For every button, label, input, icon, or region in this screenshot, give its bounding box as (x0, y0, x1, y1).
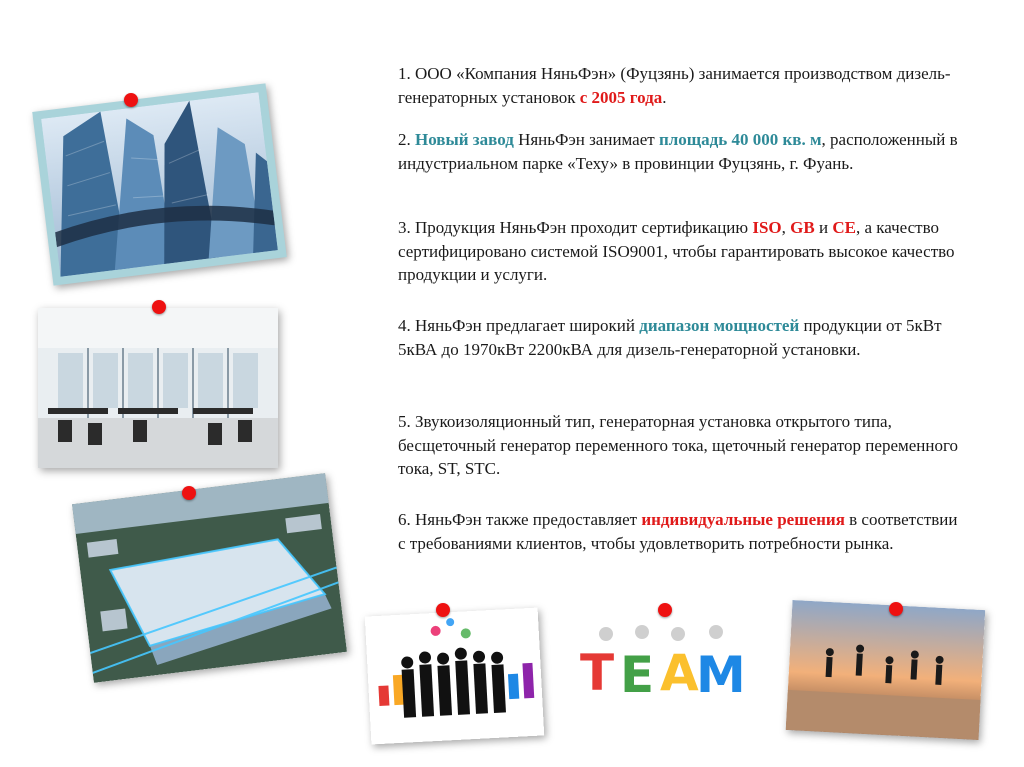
highlight-text: GB (790, 218, 815, 237)
paragraph-text: продукции от 5кВт 5кВА до 1970кВт 2200кВА для дизель-генераторной установки. (398, 316, 942, 359)
paragraph-text: 5. Звукоизоляционный тип, генераторная установка открытого типа, бесщеточный генератор переменного тока, щеточный генератор переменного тока, ST, STC. (398, 412, 959, 478)
pin-icon (889, 602, 903, 616)
paragraph-6 (398, 508, 968, 555)
pin-icon (182, 486, 196, 500)
paragraph-3 (398, 216, 968, 287)
paragraph-2 (398, 128, 968, 175)
paragraph-text: 3. Продукция НяньФэн проходит сертификацию (398, 218, 753, 237)
factory-aerial-photo (72, 473, 347, 683)
pin-icon (436, 603, 450, 617)
team-letter: A (660, 644, 699, 702)
team-letter: E (620, 646, 655, 704)
team-letter: T (580, 644, 615, 702)
highlight-text: с 2005 года (579, 87, 663, 107)
office-photo (38, 308, 278, 468)
beach-jump-photo (786, 600, 986, 740)
highlight-text: индивидуальные решения (641, 510, 845, 529)
highlight-text: Новый завод (415, 130, 514, 149)
paragraph-text: 2. (398, 130, 415, 149)
paragraph-text: 6. НяньФэн также предоставляет (398, 510, 642, 529)
pin-icon (152, 300, 166, 314)
paragraph-text: , расположенный в индустриальном парке «Теху» в провинции Фуцзянь, г. Фуань. (398, 130, 958, 173)
pin-icon (124, 93, 138, 107)
paragraph-5 (398, 410, 968, 481)
paragraph-text: 1. ООО «Компания НяньФэн» (Фуцзянь) занимается производством дизель-генераторных установок (398, 64, 951, 107)
highlight-text: ISO (752, 218, 782, 237)
highlight-text: CE (832, 218, 856, 237)
business-people-photo (365, 608, 544, 745)
pin-icon (658, 603, 672, 617)
paragraph-1 (398, 62, 968, 109)
paragraph-text: НяньФэн занимает (513, 130, 659, 149)
skyscrapers-photo (32, 83, 287, 285)
paragraph-text: в соответствии с требованиями клиентов, чтобы удовлетворить потребности рынка. (398, 510, 958, 553)
highlight-text: диапазон мощностей (639, 316, 800, 335)
team-letter: M (696, 646, 746, 704)
highlight-text: площадь 40 000 кв. м (658, 130, 822, 149)
paragraph-text: и (814, 218, 833, 237)
paragraph-text: , а качество сертифицировано системой ISO9001, чтобы гарантировать высокое качество продукции и услуги. (398, 218, 955, 284)
team-letters-photo (576, 612, 752, 707)
paragraph-text: . (662, 87, 667, 107)
paragraph-text: , (781, 218, 791, 237)
paragraph-text: 4. НяньФэн предлагает широкий (398, 316, 640, 335)
paragraph-4 (398, 314, 968, 361)
